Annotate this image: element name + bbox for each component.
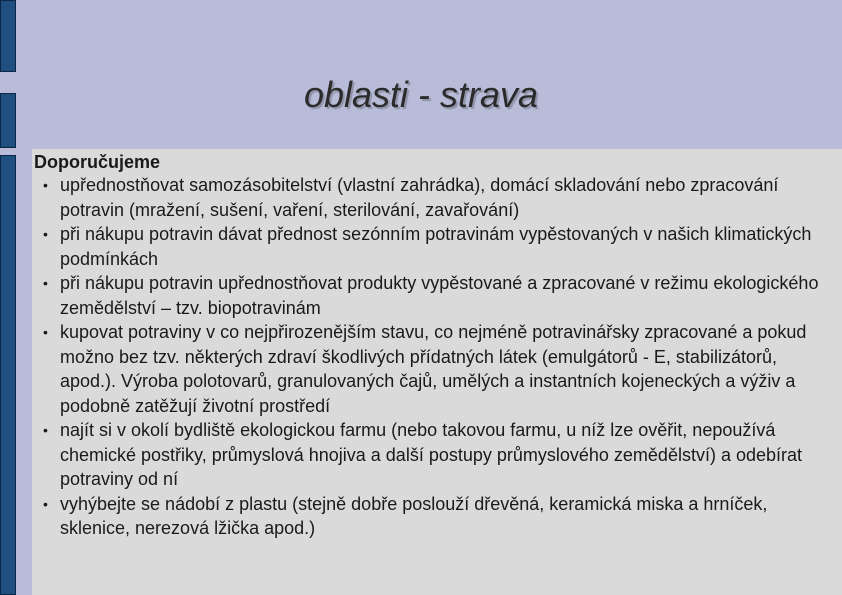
bullet-icon: • [43,226,48,242]
bullet-icon: • [43,422,48,438]
list-item-text: kupovat potraviny v co nejpřirozenějším stavu, co nejméně potravinářsky zpracované a pokud možno bez tzv. některých zdraví škodlivých přídatných látek (emulgátorů - E, stabilizátorů, apod.). Výroba polotovarů, granulovaných čajů, umělých a instantních kojeneckých a výživ a podobně zatěžují životní prostředí [60,322,807,416]
list-item-text: najít si v okolí bydliště ekologickou farmu (nebo takovou farmu, u níž lze ověřit, nepoužívá chemické postřiky, průmyslová hnojiva a další postupy průmyslového zemědělství) a odebírat potraviny od ní [60,420,803,489]
list-item [34,222,834,271]
section-heading: Doporučujeme [34,152,161,172]
accent-bar-top [0,0,16,72]
bullet-icon: • [43,495,48,512]
list-item-text: při nákupu potravin dávat přednost sezónním potravinám vypěstovaných v našich klimatických podmínkách [60,224,812,269]
bullet-icon: • [43,275,48,291]
list-item-text: vyhýbejte se nádobí z plastu (stejně dobře poslouží dřevěná, keramická miska a hrníček, sklenice, nerezová lžička apod.) [60,493,768,538]
slide-title: oblasti - strava [303,74,539,115]
bullet-icon: • [43,177,48,193]
accent-bar-bottom [0,155,16,595]
bullet-icon: • [43,324,48,340]
list-item [34,492,834,541]
list-item [34,271,834,320]
list-item [34,173,834,222]
bullet-list [34,173,834,541]
list-item-text: při nákupu potravin upřednostňovat produkty vypěstované a zpracované v režimu ekologického zemědělství – tzv. biopotravinám [60,273,819,318]
list-item [34,320,834,418]
list-item-text: upřednostňovat samozásobitelství (vlastní zahrádka), domácí skladování nebo zpracování potravin (mražení, sušení, vaření, sterilování, zavařování) [60,175,779,220]
list-item [34,418,834,492]
content-panel [32,149,842,595]
